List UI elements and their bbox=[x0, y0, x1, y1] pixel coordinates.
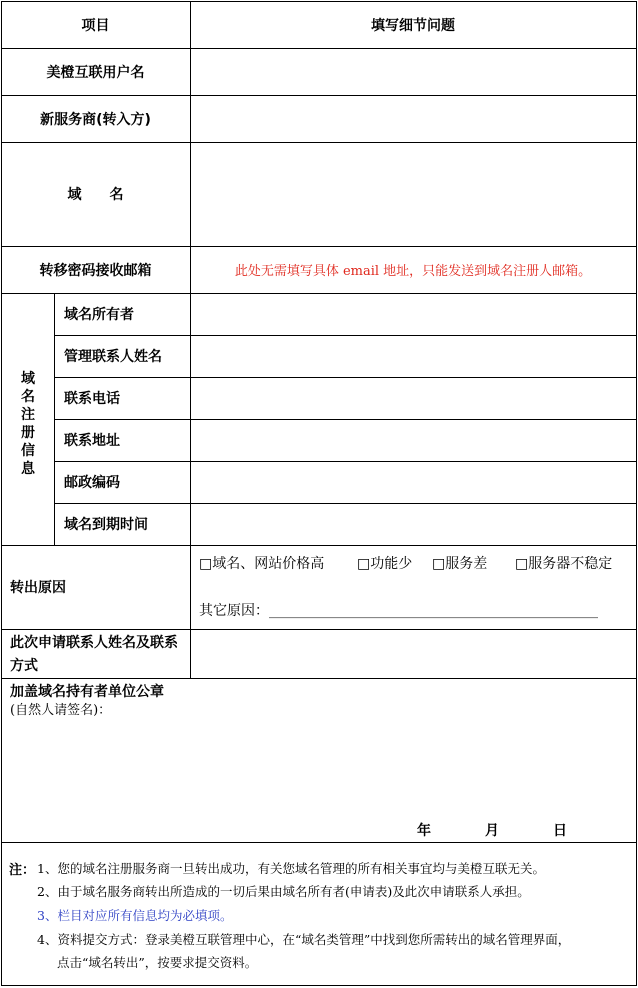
user-name-field[interactable] bbox=[192, 50, 634, 93]
reg-info-group-label: 域名注册信息 bbox=[21, 371, 35, 477]
reason-other-field[interactable]: 其它原因：_______________________________________________ bbox=[199, 603, 598, 619]
stamp-title: 加盖域名持有者单位公章 bbox=[10, 684, 164, 700]
label-expiry-date: 域名到期时间 bbox=[64, 517, 148, 533]
note-item-2: 2、由于域名服务商转出所造成的一切后果由域名所有者(申请表)及此次申请联系人承担。 bbox=[37, 884, 530, 899]
stamp-day: 日 bbox=[553, 823, 567, 839]
note-item-1: 1、您的域名注册服务商一旦转出成功，有关您域名管理的所有相关事宜均与美橙互联无关。 bbox=[37, 861, 545, 876]
label-new-provider: 新服务商(转入方) bbox=[40, 111, 151, 128]
label-user-name: 美橙互联用户名 bbox=[46, 64, 145, 81]
phone-field[interactable] bbox=[192, 379, 634, 417]
postcode-field[interactable] bbox=[192, 463, 634, 501]
address-field[interactable] bbox=[192, 421, 634, 459]
label-transfer-reason: 转出原因 bbox=[10, 580, 66, 596]
expiry-date-field[interactable] bbox=[192, 505, 634, 543]
notes-prefix: 注： bbox=[9, 863, 36, 878]
reason-option-price[interactable]: □域名、网站价格高 bbox=[199, 556, 325, 572]
note-item-3: 3、栏目对应所有信息均为必填项。 bbox=[37, 908, 233, 923]
note-item-4-continued: 点击“域名转出”，按要求提交资料。 bbox=[57, 955, 258, 970]
label-admin-contact: 管理联系人姓名 bbox=[64, 349, 162, 365]
note-item-4: 4、资料提交方式：登录美橙互联管理中心，在“域名类管理”中找到您所需转出的域名管理界面， bbox=[37, 932, 571, 947]
label-phone: 联系电话 bbox=[64, 391, 120, 407]
label-address: 联系地址 bbox=[64, 433, 120, 449]
domain-field[interactable] bbox=[192, 144, 634, 244]
transfer-email-note: 此处无需填写具体 email 地址，只能发送到域名注册人邮箱。 bbox=[234, 264, 592, 279]
reason-option-server[interactable]: □服务器不稳定 bbox=[515, 556, 613, 572]
stamp-year: 年 bbox=[417, 823, 431, 839]
stamp-signature-area[interactable] bbox=[3, 720, 634, 820]
label-postcode: 邮政编码 bbox=[64, 475, 120, 491]
label-domain: 域 名 bbox=[67, 187, 124, 203]
stamp-subtitle: (自然人请签名)： bbox=[10, 703, 112, 718]
label-domain-owner: 域名所有者 bbox=[64, 307, 134, 323]
label-transfer-email: 转移密码接收邮箱 bbox=[39, 262, 152, 279]
admin-contact-field[interactable] bbox=[192, 337, 634, 375]
label-contact: 此次申请联系人姓名及联系方式 bbox=[10, 635, 178, 674]
stamp-month: 月 bbox=[485, 823, 499, 839]
reason-option-service[interactable]: □服务差 bbox=[432, 556, 488, 572]
contact-field[interactable] bbox=[192, 631, 634, 676]
domain-owner-field[interactable] bbox=[192, 295, 634, 333]
header-item: 项目 bbox=[81, 17, 110, 34]
reason-option-features[interactable]: □功能少 bbox=[357, 556, 413, 572]
header-detail: 填写细节问题 bbox=[371, 17, 455, 34]
new-provider-field[interactable] bbox=[192, 97, 634, 140]
